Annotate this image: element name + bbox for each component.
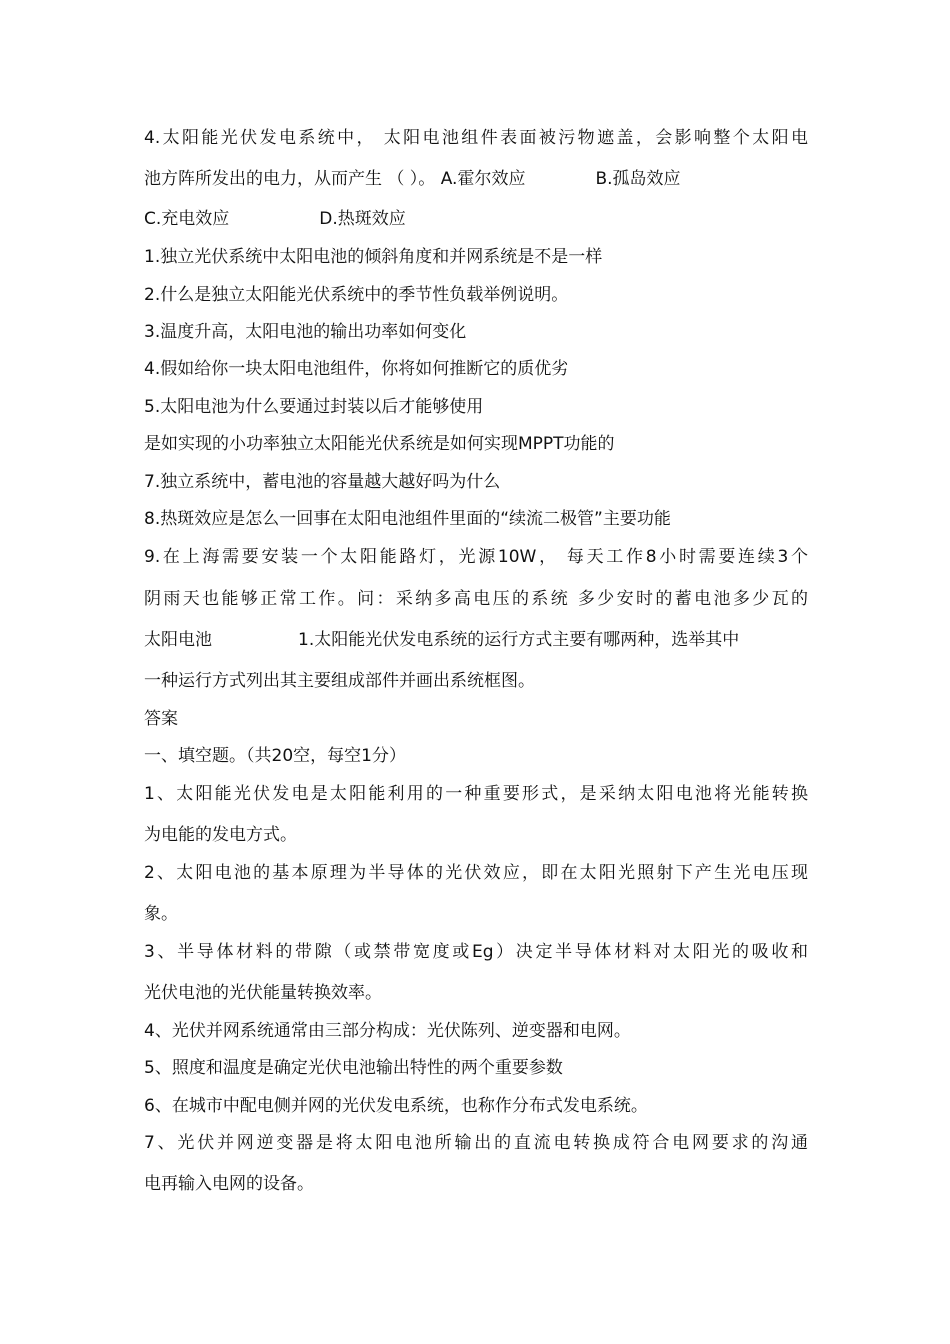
short-question-7: 7.独立系统中，蓄电池的容量越大越好吗为什么 [144,472,501,492]
answer-7-line-1: 7、光伏并网逆变器是将太阳电池所输出的直流电转换成符合电网要求的沟通 [144,1133,808,1153]
operation-mode-question-cont: 一种运行方式列出其主要组成部件并画出系统框图。 [144,671,535,691]
answer-2-line-1: 2、太阳电池的基本原理为半导体的光伏效应，即在太阳光照射下产生光电压现 [144,863,808,883]
q4-line-2 [144,168,808,190]
short-question-8: 8.热斑效应是怎么一回事在太阳电池组件里面的“续流二极管”主要功能 [144,509,671,529]
q4-line-1: 4.太阳能光伏发电系统中， 太阳电池组件表面被污物遮盖，会影响整个太阳电 [144,128,808,148]
short-question-5: 5.太阳电池为什么要通过封装以后才能够使用 [144,397,484,417]
short-question-1: 1.独立光伏系统中太阳电池的倾斜角度和并网系统是不是一样 [144,247,603,267]
answer-4: 4、光伏并网系统通常由三部分构成：光伏陈列、逆变器和电网。 [144,1021,631,1041]
answer-2-line-2: 象。 [144,904,178,924]
short-question-4: 4.假如给你一块太阳电池组件，你将如何推断它的质优劣 [144,359,569,379]
answers-heading: 答案 [144,709,178,729]
q4-option-c: C.充电效应 [144,209,230,229]
short-question-6: 是如实现的小功率独立太阳能光伏系统是如何实现MPPT功能的 [144,434,615,454]
answer-1-line-2: 为电能的发电方式。 [144,825,297,845]
q9-answer-label: 太阳电池 [144,630,212,650]
q9-line-2: 阴雨天也能够正常工作。问：采纳多高电压的系统 多少安时的蓄电池多少瓦的 [144,589,808,609]
answer-7-line-2: 电再输入电网的设备。 [144,1174,314,1194]
answer-6: 6、在城市中配电侧并网的光伏发电系统，也称作分布式发电系统。 [144,1096,648,1116]
short-question-3: 3.温度升高，太阳电池的输出功率如何变化 [144,322,467,342]
q4-option-d: D.热斑效应 [319,209,406,229]
short-question-2: 2.什么是独立太阳能光伏系统中的季节性负载举例说明。 [144,285,569,305]
fill-in-section-title: 一、填空题。（共20空，每空1分） [144,746,406,766]
q4-stem-and-option-a: 池方阵所发出的电力，从而产生 （ ）。 A.霍尔效应 [144,169,526,189]
answer-1-line-1: 1、太阳能光伏发电是太阳能利用的一种重要形式，是采纳太阳电池将光能转换 [144,784,808,804]
q4-line-3 [144,208,808,230]
answer-5: 5、照度和温度是确定光伏电池输出特性的两个重要参数 [144,1058,563,1078]
answer-3-line-2: 光伏电池的光伏能量转换效率。 [144,983,382,1003]
q4-option-b: B.孤岛效应 [595,169,681,189]
q9-line-1: 9.在上海需要安装一个太阳能路灯，光源10W， 每天工作8小时需要连续3个 [144,547,808,567]
answer-3-line-1: 3、半导体材料的带隙（或禁带宽度或Eg）决定半导体材料对太阳光的吸收和 [144,942,808,962]
q9-line-3 [144,629,808,651]
operation-mode-question: 1.太阳能光伏发电系统的运行方式主要有哪两种，选举其中 [298,630,740,650]
